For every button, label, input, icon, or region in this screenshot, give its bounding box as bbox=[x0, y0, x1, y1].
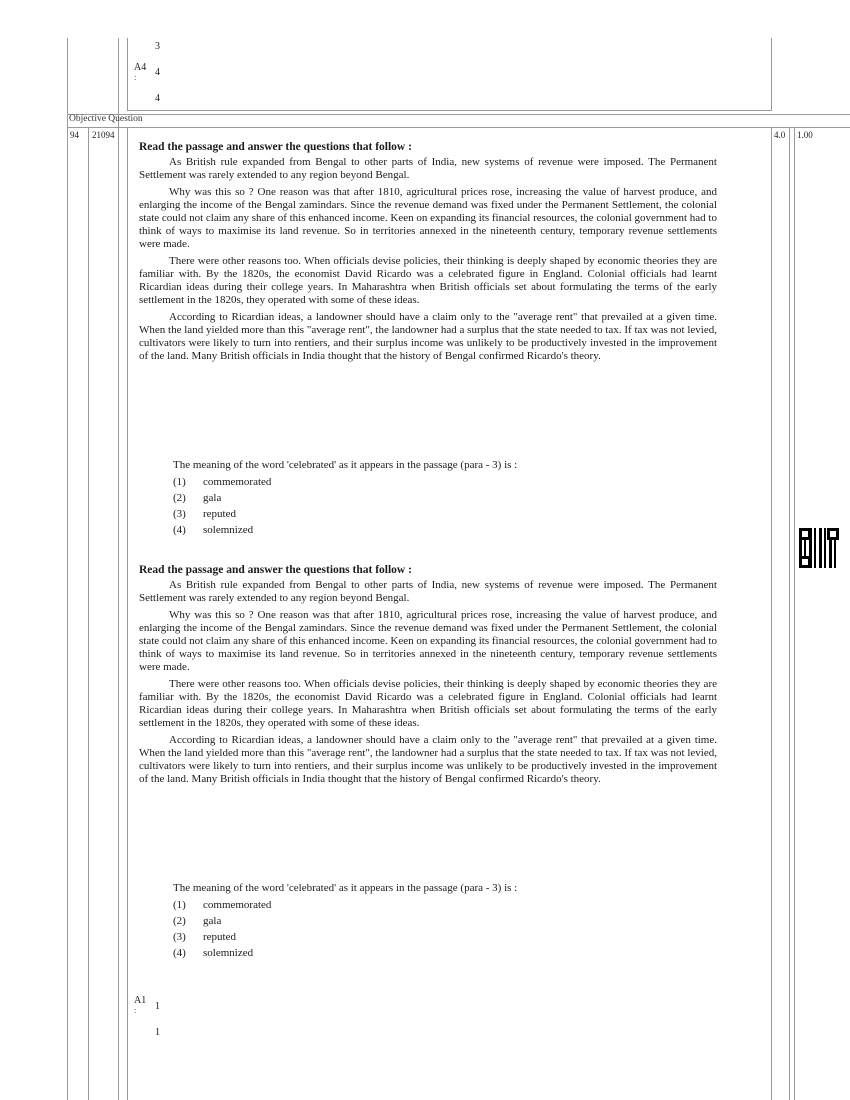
grid-line bbox=[127, 38, 128, 110]
passage-block-1 bbox=[139, 141, 717, 363]
grid-line bbox=[88, 128, 89, 1100]
passage-block-2 bbox=[139, 564, 717, 786]
grid-line bbox=[67, 38, 68, 1100]
option-text: commemorated bbox=[203, 899, 272, 911]
marks: 4.0 bbox=[774, 130, 786, 140]
option-text: solemnized bbox=[203, 524, 254, 536]
passage-paragraph: There were other reasons too. When officials devise policies, their thinking is deeply shaped by economic theories they are familiar with. By the 1820s, the economist David Ricardo was a celebrated figure in England. Colonial officials had learnt Ricardian ideas during their college years. In Maharashtra when British officials set about formulating the terms of the early settlement in the 1820s, they operated with some of these ideas. bbox=[139, 255, 717, 306]
option-number: (4) bbox=[173, 524, 186, 536]
option-text: gala bbox=[203, 915, 222, 927]
question-block-1 bbox=[173, 459, 718, 536]
passage-paragraph: Why was this so ? One reason was that after 1810, agricultural prices rose, increasing the value of harvest produce, and enlarging the income of the Bengal zamindars. Since the revenue demand was fixed under the Permanent Settlement, the colonial state could not claim any share of this enhanced income. Keen on expanding its financial resources, the colonial government had to think of ways to maximise its land revenue. So in territories annexed in the nineteenth century, temporary revenue settlements were made. bbox=[139, 186, 717, 250]
option-text: commemorated bbox=[203, 476, 272, 488]
passage-paragraph: According to Ricardian ideas, a landowner should have a claim only to the "average rent" that prevailed at a given time. When the land yielded more than this "average rent", the landowner had a surplus that the state needed to tax. If tax was not levied, cultivators were likely to turn into rentiers, and their surplus income was unlikely to be productively invested in the improvement of the land. Many British officials in India thought that the history of Bengal confirmed Ricardo's theory. bbox=[139, 311, 717, 362]
option-text: solemnized bbox=[203, 947, 254, 959]
passage-paragraph: According to Ricardian ideas, a landowner should have a claim only to the "average rent" that prevailed at a given time. When the land yielded more than this "average rent", the landowner had a surplus that the state needed to tax. If tax was not levied, cultivators were likely to turn into rentiers, and their surplus income was unlikely to be productively invested in the improvement of the land. Many British officials in India thought that the history of Bengal confirmed Ricardo's theory. bbox=[139, 734, 717, 785]
option-number: (2) bbox=[173, 492, 186, 504]
option-number: (2) bbox=[173, 915, 186, 927]
passage-paragraph: Why was this so ? One reason was that after 1810, agricultural prices rose, increasing the value of harvest produce, and enlarging the income of the Bengal zamindars. Since the revenue demand was fixed under the Permanent Settlement, the colonial state could not claim any share of this enhanced income. Keen on expanding its financial resources, the colonial government had to think of ways to maximise its land revenue. So in territories annexed in the nineteenth century, temporary revenue settlements were made. bbox=[139, 609, 717, 673]
top-line-2: 4 bbox=[155, 67, 160, 78]
grid-line bbox=[789, 128, 790, 1100]
passage-paragraph: As British rule expanded from Bengal to other parts of India, new systems of revenue were imposed. The Permanent Settlement was rarely extended to any region beyond Bengal. bbox=[139, 579, 717, 604]
option-item bbox=[173, 947, 718, 959]
option-number: (1) bbox=[173, 899, 186, 911]
grid-line bbox=[67, 127, 850, 128]
option-number: (4) bbox=[173, 947, 186, 959]
serial-number: 94 bbox=[70, 130, 79, 140]
bottom-line-1: 1 bbox=[155, 1001, 160, 1012]
passage-heading: Read the passage and answer the questions that follow : bbox=[139, 141, 412, 153]
question-text: The meaning of the word 'celebrated' as it appears in the passage (para - 3) is : bbox=[173, 882, 518, 894]
option-item bbox=[173, 899, 718, 911]
answer-colon: : bbox=[134, 1006, 137, 1015]
negative-marks: 1.00 bbox=[797, 130, 813, 140]
question-block-2 bbox=[173, 882, 718, 959]
grid-line bbox=[794, 128, 795, 1100]
option-number: (3) bbox=[173, 508, 186, 520]
grid-line bbox=[771, 38, 772, 110]
option-item bbox=[173, 508, 718, 520]
qr-code-icon bbox=[799, 528, 839, 568]
answer-label: A4 bbox=[134, 62, 147, 73]
option-text: gala bbox=[203, 492, 222, 504]
question-text: The meaning of the word 'celebrated' as it appears in the passage (para - 3) is : bbox=[173, 459, 518, 471]
grid-line bbox=[127, 110, 772, 111]
grid-line bbox=[771, 128, 772, 1100]
top-line-3: 4 bbox=[155, 93, 160, 104]
option-text: reputed bbox=[203, 508, 236, 520]
option-item bbox=[173, 931, 718, 943]
option-item bbox=[173, 476, 718, 488]
section-label: Objective Question bbox=[69, 114, 143, 124]
bottom-line-2: 1 bbox=[155, 1027, 160, 1038]
option-item bbox=[173, 524, 718, 536]
option-item bbox=[173, 915, 718, 927]
grid-line bbox=[118, 38, 119, 1100]
answer-label: A1 bbox=[134, 995, 147, 1006]
question-id: 21094 bbox=[92, 130, 115, 140]
passage-paragraph: As British rule expanded from Bengal to other parts of India, new systems of revenue were imposed. The Permanent Settlement was rarely extended to any region beyond Bengal. bbox=[139, 156, 717, 181]
option-number: (3) bbox=[173, 931, 186, 943]
grid-line bbox=[67, 114, 850, 115]
option-text: reputed bbox=[203, 931, 236, 943]
option-number: (1) bbox=[173, 476, 186, 488]
grid-line bbox=[127, 128, 128, 1100]
option-item bbox=[173, 492, 718, 504]
top-line-1: 3 bbox=[155, 41, 160, 52]
passage-paragraph: There were other reasons too. When officials devise policies, their thinking is deeply shaped by economic theories they are familiar with. By the 1820s, the economist David Ricardo was a celebrated figure in England. Colonial officials had learnt Ricardian ideas during their college years. In Maharashtra when British officials set about formulating the terms of the early settlement in the 1820s, they operated with some of these ideas. bbox=[139, 678, 717, 729]
passage-heading: Read the passage and answer the questions that follow : bbox=[139, 564, 412, 576]
answer-colon: : bbox=[134, 73, 137, 82]
